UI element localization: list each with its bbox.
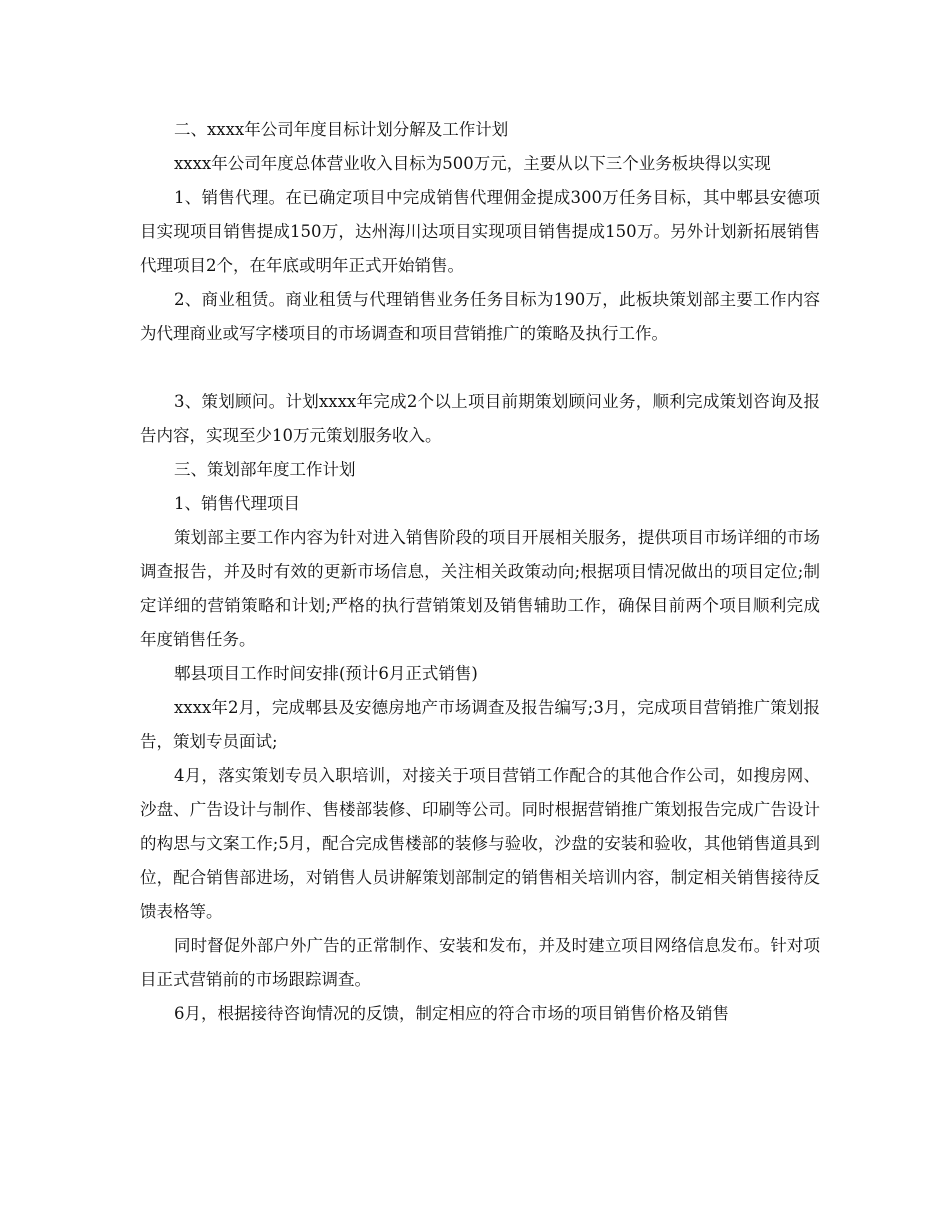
- paragraph-outdoor-ads: 同时督促外部户外广告的正常制作、安装和发布，并及时建立项目网络信息发布。针对项目正式营销前的市场跟踪调查。: [140, 936, 820, 989]
- paragraph-sales-agency: 1、销售代理。在已确定项目中完成销售代理佣金提成300万任务目标，其中郫县安德项目实现项目销售提成150万，达州海川达项目实现项目销售提成150万。另外计划新拓展销售代理项目2个，在年底或明年正式开始销售。: [140, 188, 820, 275]
- paragraph-june: 6月，根据接待咨询情况的反馈，制定相应的符合市场的项目销售价格及销售: [174, 1004, 729, 1023]
- paragraph-commercial-leasing: 2、商业租赁。商业租赁与代理销售业务任务目标为190万，此板块策划部主要工作内容为代理商业或写字楼项目的市场调查和项目营销推广的策略及执行工作。: [140, 290, 820, 343]
- section-heading-3: 三、策划部年度工作计划: [174, 460, 356, 479]
- subheading-sales-agency-project: 1、销售代理项目: [174, 494, 300, 513]
- paragraph-planning-consulting: 3、策划顾问。计划xxxx年完成2个以上项目前期策划顾问业务，顺利完成策划咨询及报告内容，实现至少10万元策划服务收入。: [140, 392, 820, 445]
- subheading-pixian-schedule: 郫县项目工作时间安排(预计6月正式销售): [174, 664, 478, 683]
- paragraph-feb-march: xxxx年2月，完成郫县及安德房地产市场调查及报告编写;3月，完成项目营销推广策划报告，策划专员面试;: [140, 698, 820, 751]
- paragraph-april-may: 4月，落实策划专员入职培训，对接关于项目营销工作配合的其他合作公司，如搜房网、沙盘、广告设计与制作、售楼部装修、印刷等公司。同时根据营销推广策划报告完成广告设计的构思与文案工作;5月，配合完成售楼部的装修与验收，沙盘的安装和验收，其他销售道具到位，配合销售部进场，对销售人员讲解策划部制定的销售相关培训内容，制定相关销售接待反馈表格等。: [140, 766, 820, 921]
- document-body: [140, 113, 820, 1031]
- section-heading-2: 二、xxxx年公司年度目标计划分解及工作计划: [174, 120, 509, 139]
- paragraph-planning-duties: 策划部主要工作内容为针对进入销售阶段的项目开展相关服务，提供项目市场详细的市场调查报告，并及时有效的更新市场信息，关注相关政策动向;根据项目情况做出的项目定位;制定详细的营销策略和计划;严格的执行营销策划及销售辅助工作，确保目前两个项目顺利完成年度销售任务。: [140, 528, 820, 649]
- paragraph-revenue-target: xxxx年公司年度总体营业收入目标为500万元，主要从以下三个业务板块得以实现: [174, 154, 771, 173]
